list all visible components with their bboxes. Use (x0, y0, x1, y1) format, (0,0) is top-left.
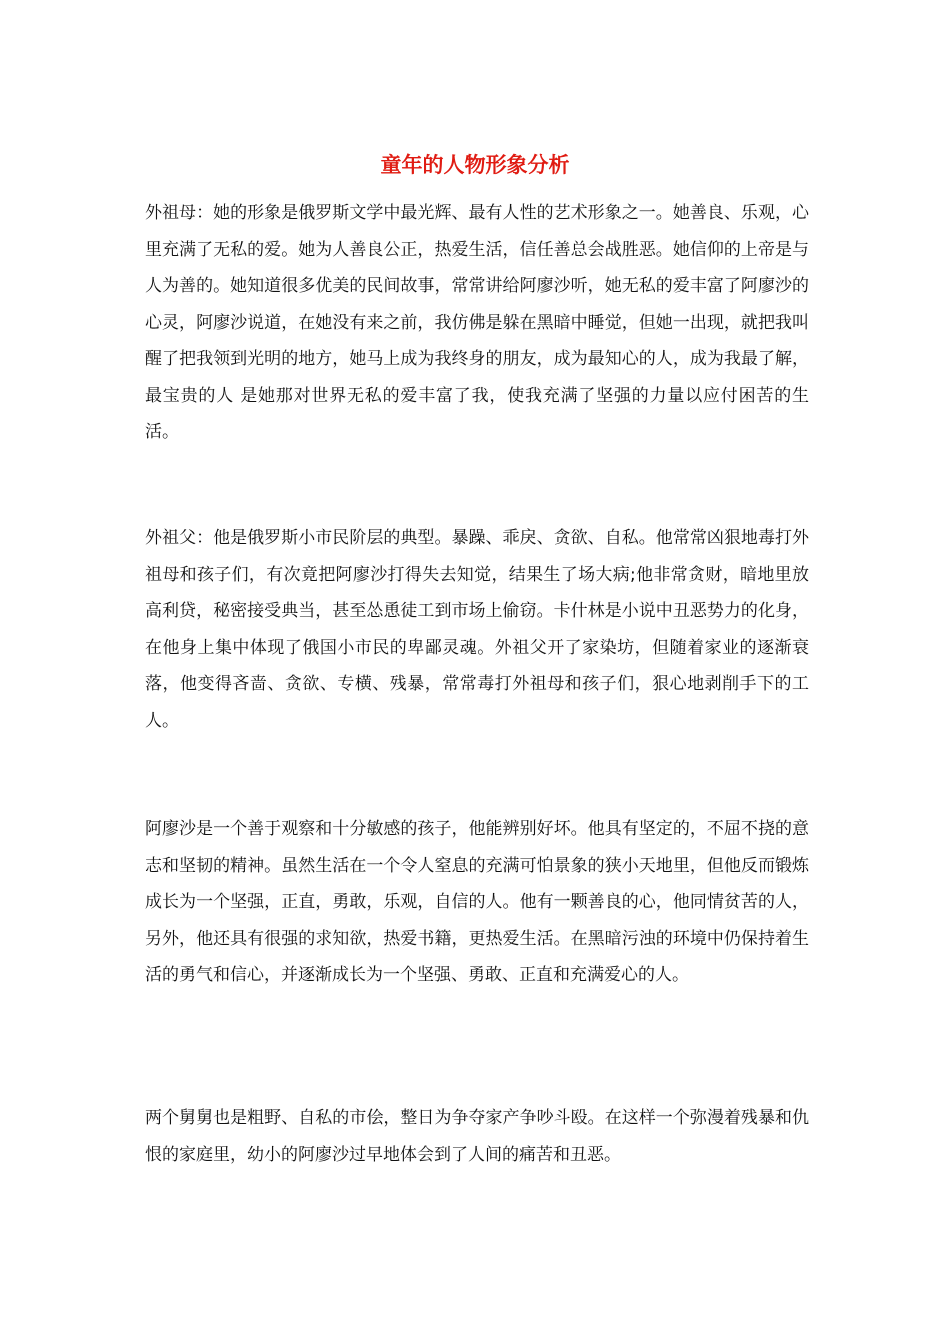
paragraph-grandfather: 外祖父：他是俄罗斯小市民阶层的典型。暴躁、乖戾、贪欲、自私。他常常凶狠地毒打外祖母和孩子们，有次竟把阿廖沙打得失去知觉，结果生了场大病;他非常贪财，暗地里放高利贷，秘密接受典当，甚至怂恿徒工到市场上偷窃。卡什林是小说中丑恶势力的化身，在他身上集中体现了俄国小市民的卑鄙灵魂。外祖父开了家染坊，但随着家业的逐渐衰落，他变得吝啬、贪欲、专横、残暴，常常毒打外祖母和孩子们，狠心地剥削手下的工人。 (145, 528, 809, 731)
paragraph-grandmother: 外祖母：她的形象是俄罗斯文学中最光辉、最有人性的艺术形象之一。她善良、乐观，心里充满了无私的爱。她为人善良公正，热爱生活，信任善总会战胜恶。她信仰的上帝是与人为善的。她知道很多优美的民间故事，常常讲给阿廖沙听，她无私的爱丰富了阿廖沙的心灵，阿廖沙说道，在她没有来之前，我仿佛是躲在黑暗中睡觉，但她一出现，就把我叫醒了把我领到光明的地方，她马上成为我终身的朋友，成为最知心的人，成为我最了解，最宝贵的人 是她那对世界无私的爱丰富了我，使我充满了坚强的力量以应付困苦的生活。 (145, 203, 809, 442)
paragraph-alyosha: 阿廖沙是一个善于观察和十分敏感的孩子，他能辨别好坏。他具有坚定的，不屈不挠的意志和坚韧的精神。虽然生活在一个令人窒息的充满可怕景象的狭小天地里，但他反而锻炼成长为一个坚强，正直，勇敢，乐观，自信的人。他有一颗善良的心，他同情贫苦的人，另外，他还具有很强的求知欲，热爱书籍，更热爱生活。在黑暗污浊的环境中仍保持着生活的勇气和信心，并逐渐成长为一个坚强、勇敢、正直和充满爱心的人。 (145, 819, 809, 985)
document-title: 童年的人物形象分析 (380, 152, 570, 177)
paragraph-uncles: 两个舅舅也是粗野、自私的市侩，整日为争夺家产争吵斗殴。在这样一个弥漫着残暴和仇恨的家庭里，幼小的阿廖沙过早地体会到了人间的痛苦和丑恶。 (145, 1108, 809, 1165)
